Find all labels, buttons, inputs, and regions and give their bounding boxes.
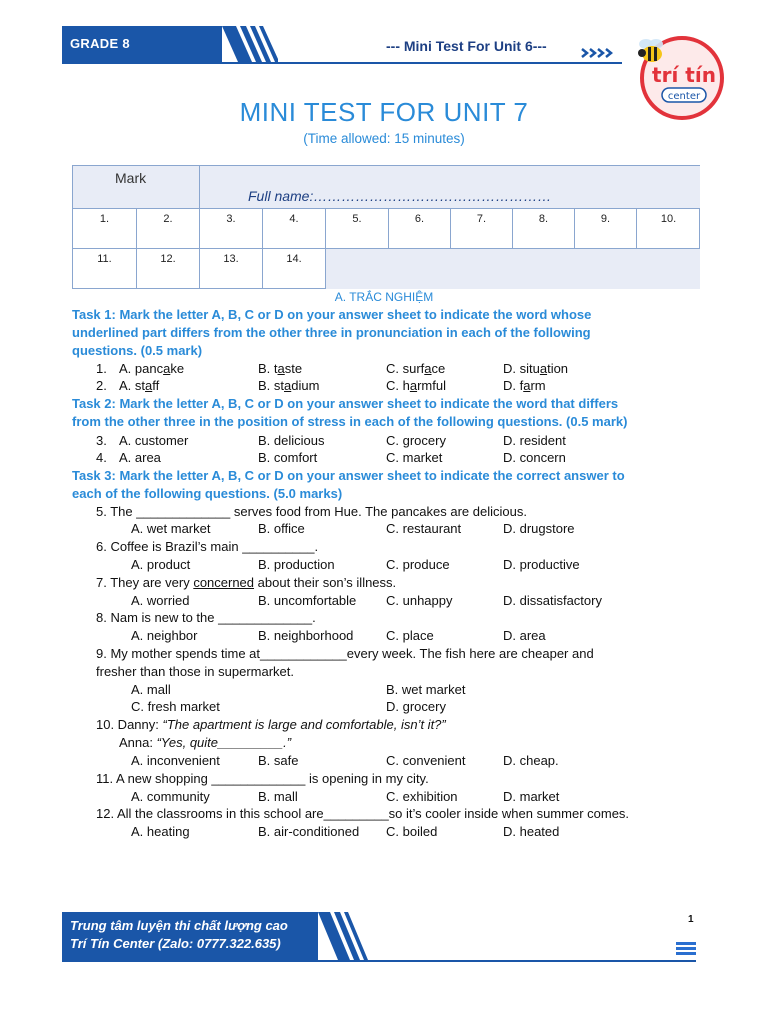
answer-cell[interactable]: 14. — [263, 249, 326, 289]
option-d[interactable]: D. dissatisfactory — [503, 593, 602, 608]
fullname-cell — [200, 166, 700, 209]
answer-cell-blank — [326, 249, 700, 289]
option-c[interactable]: C. unhappy — [386, 593, 453, 608]
option-d[interactable]: D. market — [503, 789, 560, 804]
answer-cell[interactable]: 2. — [137, 209, 200, 249]
task2-instruction: from the other three in the position of stress in each of the following questions. (0.5 mark) — [72, 414, 628, 429]
option-a[interactable]: A. wet market — [131, 521, 211, 536]
option-d[interactable]: D. heated — [503, 824, 560, 839]
option-b[interactable]: B. delicious — [258, 433, 325, 448]
option-a[interactable]: A. customer — [119, 433, 189, 448]
mark-cell — [73, 166, 200, 209]
question-stem: 11. A new shopping _____________ is opening in my city. — [96, 771, 429, 786]
mark-label: Mark — [115, 170, 147, 186]
answer-sheet-table — [72, 165, 700, 289]
option-d[interactable]: D. resident — [503, 433, 566, 448]
time-allowed: (Time allowed: 15 minutes) — [303, 131, 465, 146]
option-d[interactable]: D. farm — [503, 378, 546, 393]
option-d[interactable]: D. situation — [503, 361, 569, 376]
menu-lines-icon — [676, 942, 696, 956]
option-a[interactable]: A. staff — [119, 378, 160, 393]
answer-cell[interactable]: 12. — [137, 249, 200, 289]
answer-cell[interactable]: 1. — [73, 209, 137, 249]
answer-cell[interactable]: 5. — [326, 209, 389, 249]
option-b[interactable]: B. air-conditioned — [258, 824, 360, 839]
option-b[interactable]: B. wet market — [386, 682, 466, 697]
question-stem: 10. Danny: “The apartment is large and comfortable, isn’t it?” — [96, 717, 446, 732]
task3-instruction: Task 3: Mark the letter A, B, C or D on your answer sheet to indicate the correct answer to — [72, 468, 625, 483]
option-c[interactable]: C. surface — [386, 361, 446, 376]
option-c[interactable]: C. exhibition — [386, 789, 458, 804]
option-b[interactable]: B. mall — [258, 789, 298, 804]
option-d[interactable]: D. cheap. — [503, 753, 559, 768]
answer-cell[interactable]: 8. — [513, 209, 575, 249]
option-a[interactable]: A. product — [131, 557, 191, 572]
answer-cell[interactable]: 4. — [263, 209, 326, 249]
option-a[interactable]: A. pancake — [119, 361, 185, 376]
option-d[interactable]: D. productive — [503, 557, 580, 572]
option-c[interactable]: C. fresh market — [131, 699, 220, 714]
option-d[interactable]: D. concern — [503, 450, 566, 465]
header-rule — [62, 62, 622, 64]
footer-banner — [62, 912, 318, 960]
option-a[interactable]: A. heating — [131, 824, 190, 839]
task1-instruction: underlined part differs from the other three in pronunciation in each of the following — [72, 325, 591, 340]
option-a[interactable]: A. mall — [131, 682, 171, 697]
option-b[interactable]: B. office — [258, 521, 305, 536]
question-number: 4. — [96, 450, 107, 465]
option-a[interactable]: A. area — [119, 450, 161, 465]
option-d[interactable]: D. drugstore — [503, 521, 575, 536]
option-a[interactable]: A. community — [131, 789, 210, 804]
answer-cell[interactable]: 6. — [389, 209, 451, 249]
question-stem: 7. They are very concerned about their son’s illness. — [96, 575, 397, 590]
question-stem: 8. Nam is new to the _____________. — [96, 610, 316, 625]
task1-instruction: Task 1: Mark the letter A, B, C or D on your answer sheet to indicate the word whose — [72, 307, 592, 322]
question-stem: fresher than those in supermarket. — [96, 664, 294, 679]
page-number: 1 — [688, 914, 694, 925]
answer-cell[interactable]: 11. — [73, 249, 137, 289]
answer-cell[interactable]: 7. — [451, 209, 513, 249]
footer-rule — [62, 960, 696, 962]
option-c[interactable]: C. place — [386, 628, 434, 643]
answer-cell[interactable]: 9. — [575, 209, 637, 249]
question-stem: Anna: “Yes, quite_________.” — [119, 735, 292, 750]
fullname-field[interactable]: Full name:…………………………………………… — [248, 188, 552, 204]
answer-cell[interactable]: 10. — [637, 209, 700, 249]
question-number: 2. — [96, 378, 107, 393]
option-d[interactable]: D. area — [503, 628, 546, 643]
option-c[interactable]: C. harmful — [386, 378, 446, 393]
option-c[interactable]: C. convenient — [386, 753, 466, 768]
option-a[interactable]: A. neighbor — [131, 628, 198, 643]
option-a[interactable]: A. worried — [131, 593, 190, 608]
task3-instruction: each of the following questions. (5.0 marks) — [72, 486, 343, 501]
option-b[interactable]: B. neighborhood — [258, 628, 354, 643]
header-stripes-decoration — [222, 26, 278, 62]
option-c[interactable]: C. market — [386, 450, 443, 465]
answer-cell[interactable]: 3. — [200, 209, 263, 249]
question-number: 3. — [96, 433, 107, 448]
footer-line-2: Trí Tín Center (Zalo: 0777.322.635) — [70, 936, 281, 951]
option-b[interactable]: B. safe — [258, 753, 299, 768]
option-c[interactable]: C. produce — [386, 557, 450, 572]
page-title: MINI TEST FOR UNIT 7 — [239, 97, 529, 127]
svg-text:trí tín: trí tín — [652, 63, 716, 87]
footer-line-1: Trung tâm luyện thi chất lượng cao — [70, 918, 288, 933]
option-a[interactable]: A. inconvenient — [131, 753, 220, 768]
question-stem: 12. All the classrooms in this school are_________so it’s cooler inside when summer comes. — [96, 806, 630, 821]
option-b[interactable]: B. stadium — [258, 378, 320, 393]
svg-text:center: center — [667, 91, 701, 102]
task2-instruction: Task 2: Mark the letter A, B, C or D on your answer sheet to indicate the word that differs — [72, 396, 619, 411]
option-c[interactable]: C. boiled — [386, 824, 438, 839]
unit-reference: --- Mini Test For Unit 6--- — [386, 38, 547, 54]
option-d[interactable]: D. grocery — [386, 699, 446, 714]
grade-label: GRADE 8 — [70, 36, 130, 51]
option-b[interactable]: B. production — [258, 557, 335, 572]
footer-stripes-decoration — [318, 912, 374, 960]
question-stem: 6. Coffee is Brazil’s main __________. — [96, 539, 319, 554]
option-b[interactable]: B. taste — [258, 361, 303, 376]
option-c[interactable]: C. restaurant — [386, 521, 462, 536]
option-c[interactable]: C. grocery — [386, 433, 446, 448]
question-stem: 9. My mother spends time at____________every week. The fish here are cheaper and — [96, 646, 594, 661]
section-heading: A. TRẮC NGHIỆM — [334, 290, 434, 304]
chevrons-right-icon — [580, 47, 616, 59]
option-b[interactable]: B. comfort — [258, 450, 318, 465]
bee-icon — [638, 39, 663, 62]
task1-instruction: questions. (0.5 mark) — [72, 343, 203, 358]
answer-cell[interactable]: 13. — [200, 249, 263, 289]
question-stem: 5. The _____________ serves food from Hue. The pancakes are delicious. — [96, 504, 527, 519]
question-number: 1. — [96, 361, 107, 376]
option-b[interactable]: B. uncomfortable — [258, 593, 357, 608]
